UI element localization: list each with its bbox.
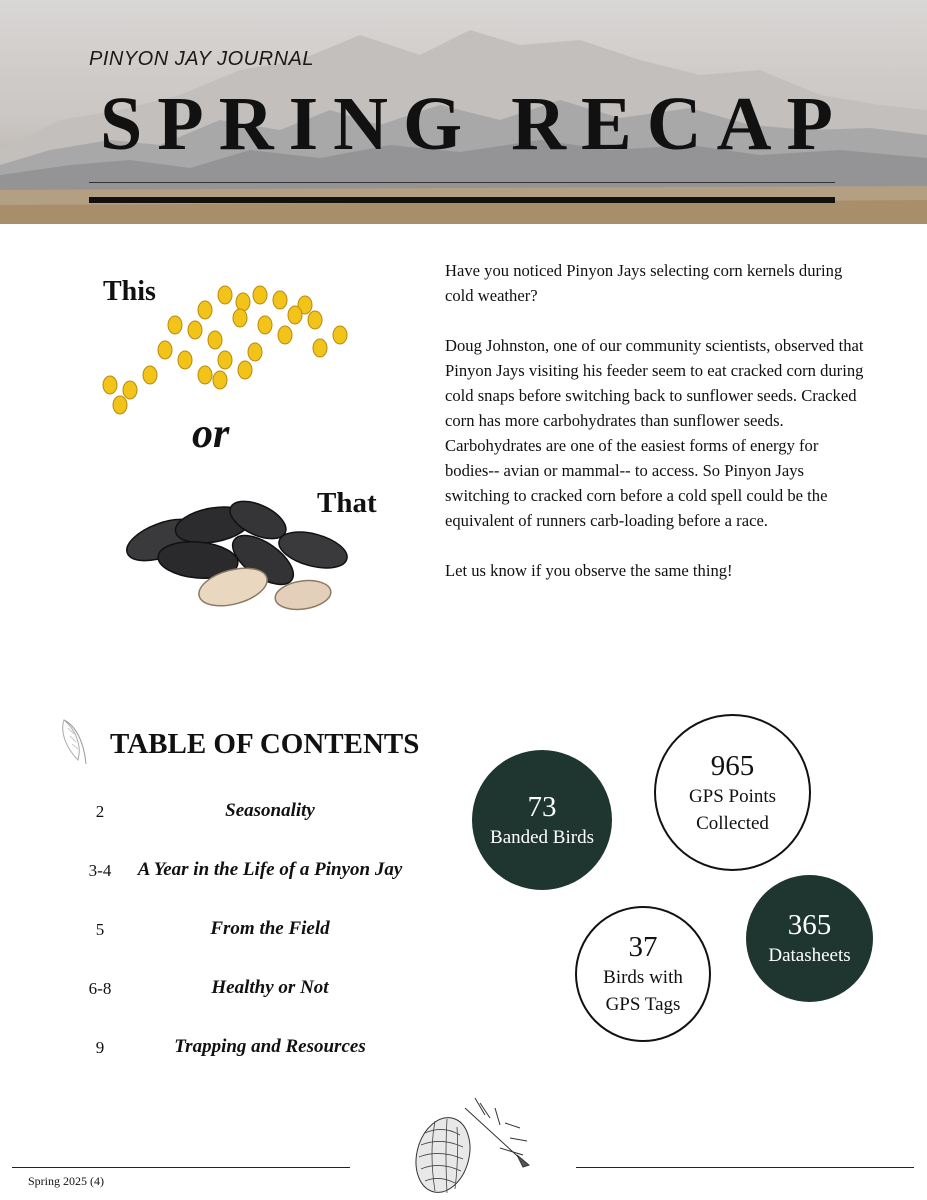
toc-item[interactable] <box>60 857 440 887</box>
toc-page-number: 9 <box>95 1038 105 1057</box>
or-label: or <box>192 411 230 457</box>
feather-icon <box>56 716 96 771</box>
toc-item-title: A Year in the Life of a Pinyon Jay <box>137 859 403 880</box>
stat-value: 73 <box>527 790 557 823</box>
stat-label: GPS Points Collected <box>688 785 777 834</box>
issue-label: Spring 2025 (4) <box>28 1174 104 1188</box>
that-label: That <box>317 487 377 519</box>
toc-item[interactable] <box>60 1034 440 1064</box>
footer-rule-right <box>576 1167 914 1168</box>
stat-value: 365 <box>787 909 832 941</box>
toc-item-title: Trapping and Resources <box>174 1036 366 1057</box>
toc-page-number: 3-4 <box>88 861 112 880</box>
article-paragraph: Have you noticed Pinyon Jays selecting corn kernels during cold weather? <box>445 261 843 305</box>
header-divider-thin <box>89 182 835 183</box>
this-label: This <box>103 276 156 307</box>
article-paragraph: Doug Johnston, one of our community scientists, observed that Pinyon Jays visiting his feeder seem to eat cracked corn during cold snaps before switching back to sunflower seeds. Cracked corn has more carbohydrates than sunflower seeds. Carbohydrates are one of the easiest forms of energy for bodies-- avian or mammal-- to access. So Pinyon Jays switching to cracked corn before a cold spell could be the equivalent of runners carb-loading before a race. <box>445 336 864 530</box>
toc-page-number: 6-8 <box>88 979 112 998</box>
article-paragraph: Let us know if you observe the same thing! <box>445 561 733 580</box>
toc-item[interactable] <box>60 798 440 828</box>
stat-label: Banded Birds <box>490 826 594 848</box>
stat-label: Datasheets <box>768 945 851 966</box>
toc-title: TABLE OF CONTENTS <box>110 728 420 760</box>
header-divider-thick <box>89 197 835 203</box>
stat-banded-birds <box>472 750 612 890</box>
sunflower-seeds-illustration <box>118 495 358 615</box>
stat-value: 37 <box>628 931 658 963</box>
toc-item-title: From the Field <box>210 918 330 939</box>
stat-datasheets <box>746 875 873 1002</box>
toc-item[interactable] <box>60 916 440 946</box>
article-body <box>445 258 865 608</box>
toc-item-title: Healthy or Not <box>211 977 329 998</box>
toc-item-title: Seasonality <box>225 800 315 821</box>
toc-page-number: 5 <box>95 920 105 939</box>
header-banner <box>0 0 927 224</box>
stat-gps-tags <box>575 906 711 1042</box>
stat-value: 965 <box>710 749 755 782</box>
journal-name: PINYON JAY JOURNAL <box>89 48 314 70</box>
pinecone-icon <box>405 1093 535 1198</box>
page-title: SPRING RECAP <box>100 82 848 166</box>
footer-rule-left <box>12 1167 350 1168</box>
toc-page-number: 2 <box>95 802 105 821</box>
toc-item[interactable] <box>60 975 440 1005</box>
stat-gps-points <box>654 714 811 871</box>
stat-label: Birds with GPS Tags <box>603 967 683 1015</box>
